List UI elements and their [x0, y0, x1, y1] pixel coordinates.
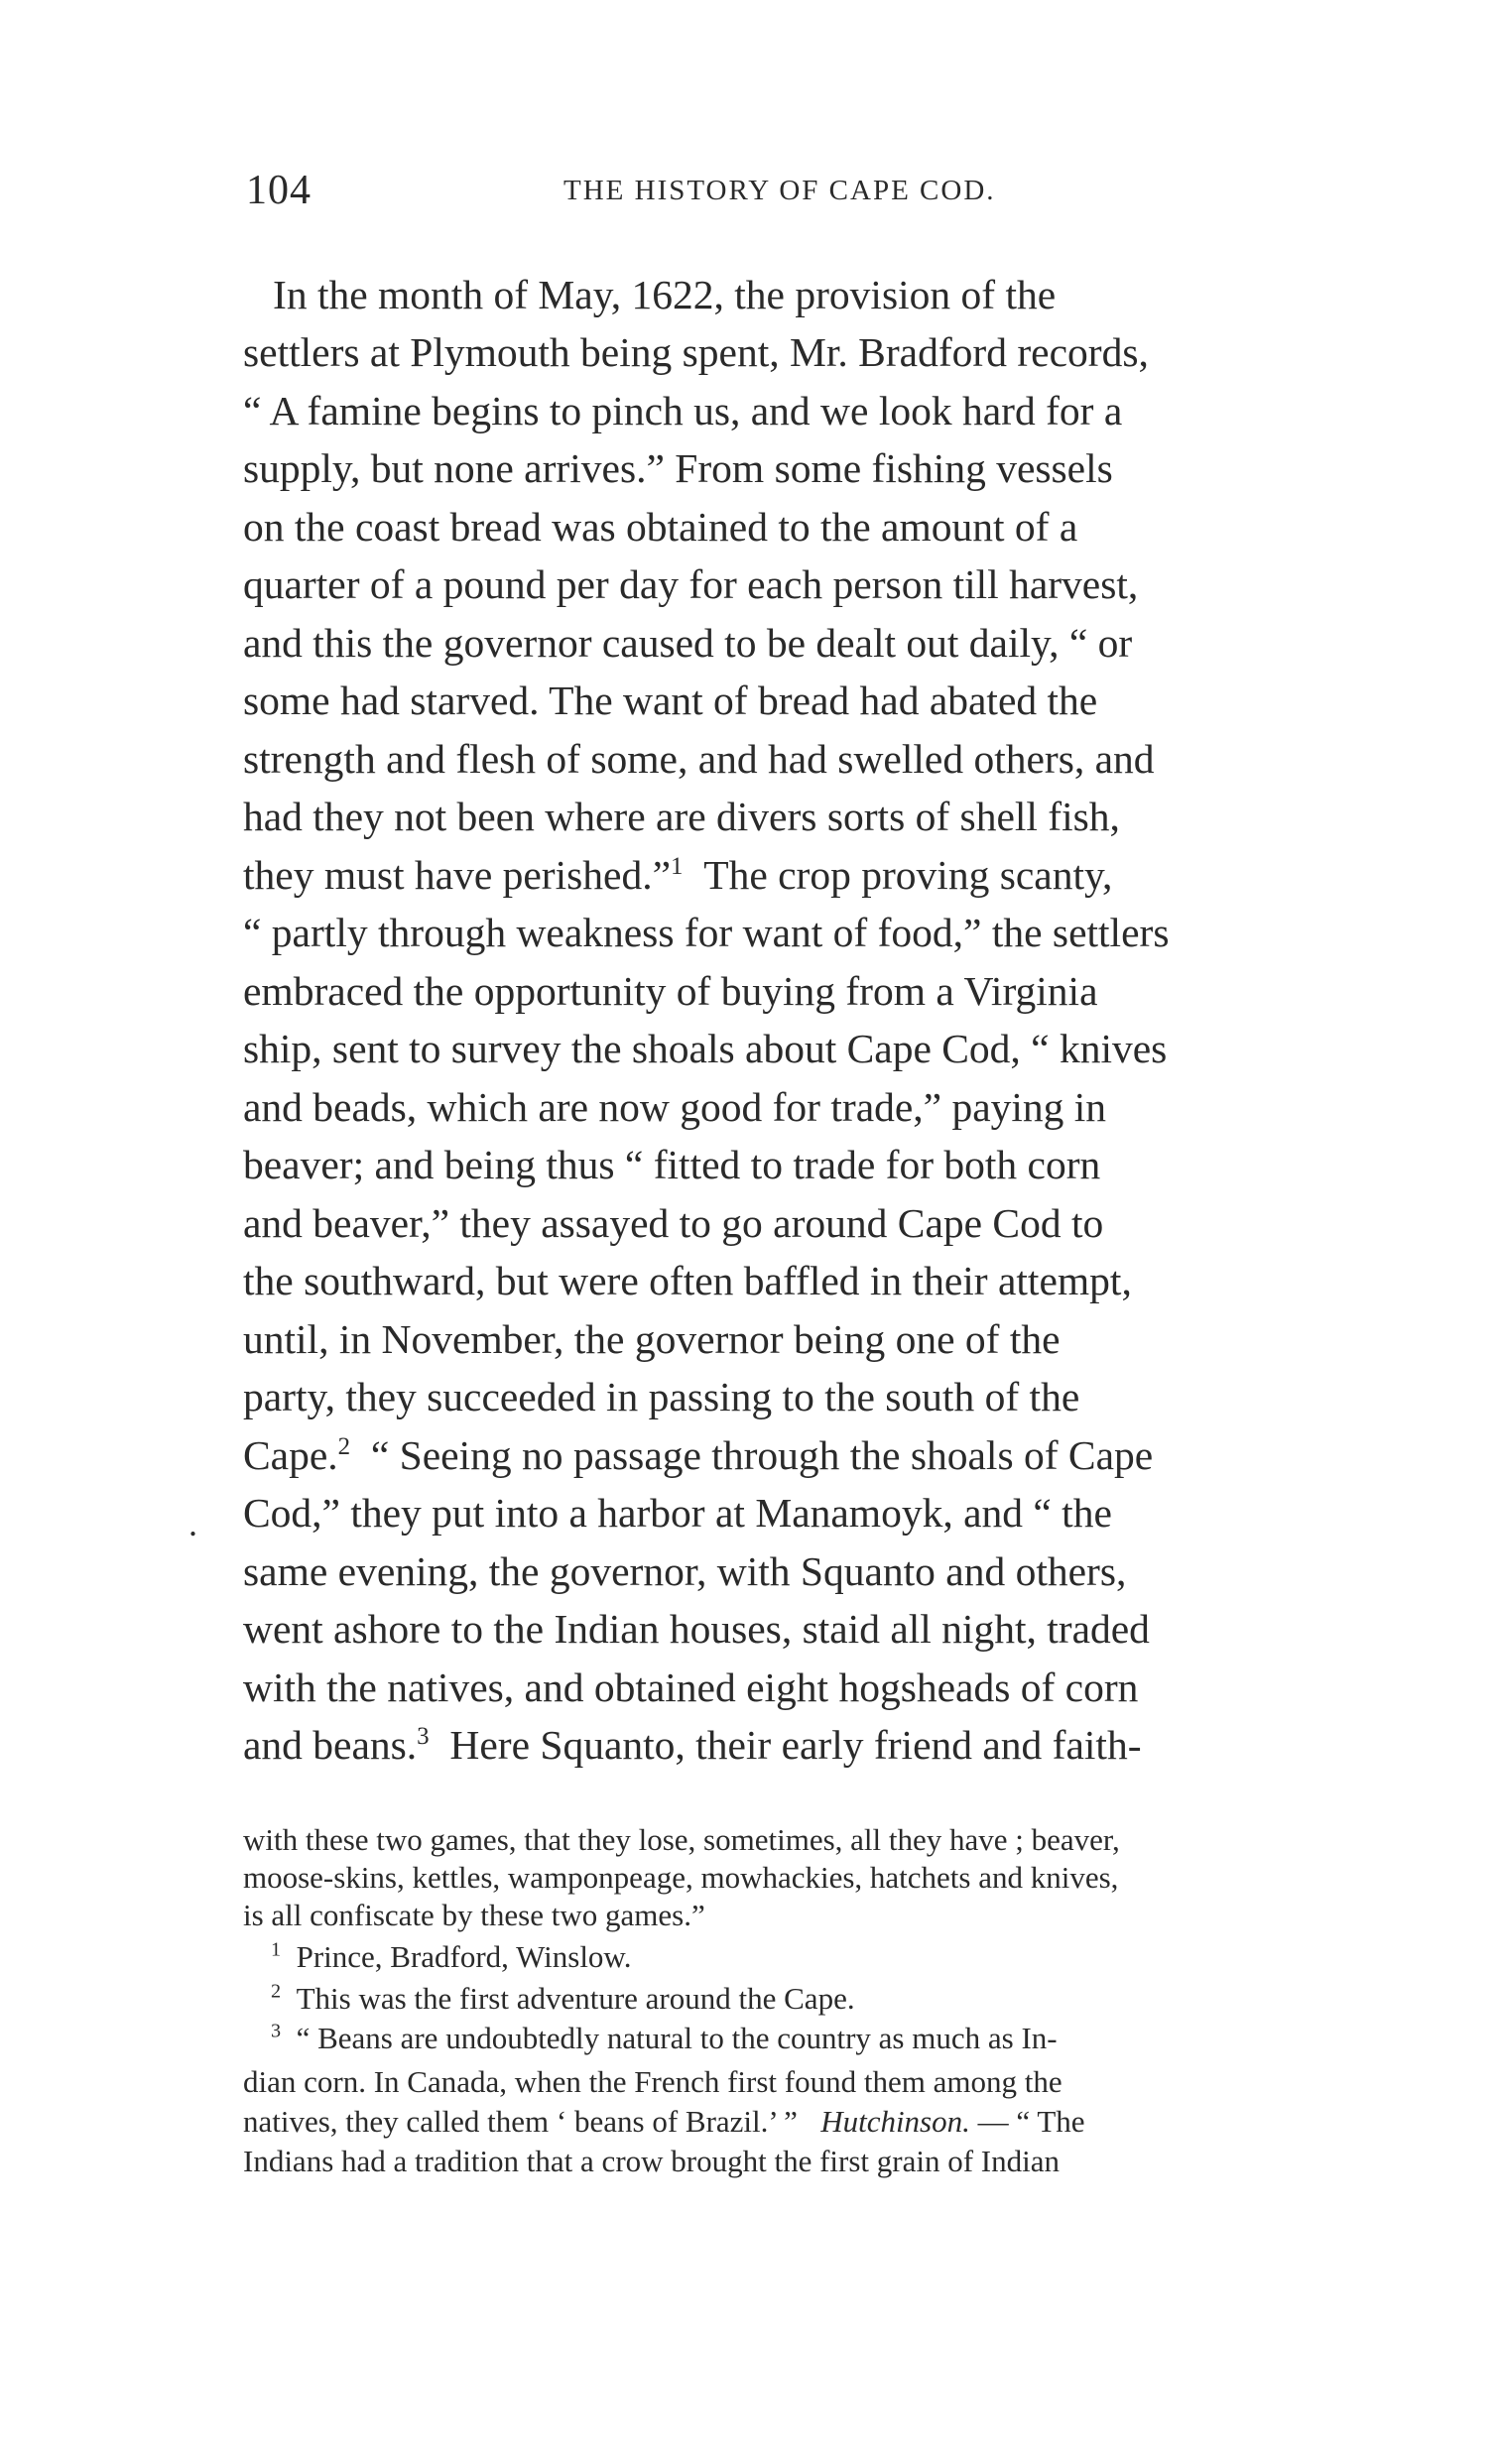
body-line: had they not been where are divers sorts of shell fish,	[243, 794, 1120, 839]
footnote-line: is all confiscate by these two games.”	[243, 1898, 705, 1932]
running-head	[246, 167, 1389, 216]
body-line	[243, 1716, 1142, 1774]
body-line: strength and flesh of some, and had swelled others, and	[243, 736, 1155, 782]
footnote-ref: 1	[671, 853, 684, 881]
footnote-line	[243, 2103, 1085, 2141]
body-line-text: they must have perished.”	[243, 852, 672, 898]
footnote-text: “ Beans are undoubtedly natural to the country as much as In-	[296, 2021, 1058, 2055]
footnote-1	[271, 1938, 632, 1976]
body-line: “ A famine begins to pinch us, and we look hard for a	[243, 388, 1123, 433]
body-line: beaver; and being thus “ fitted to trade for both corn	[243, 1142, 1101, 1187]
footnote-line: with these two games, that they lose, sometimes, all they have ; beaver,	[243, 1822, 1120, 1857]
body-line-text: Cape.	[243, 1432, 338, 1478]
body-line: went ashore to the Indian houses, staid all night, traded	[243, 1606, 1150, 1652]
footnote-text: Prince, Bradford, Winslow.	[296, 1939, 632, 1974]
body-line: some had starved. The want of bread had abated the	[243, 678, 1098, 723]
footnote-ref: 2	[337, 1433, 351, 1461]
footnote-mark: 2	[271, 1980, 282, 2003]
body-line	[243, 846, 1112, 904]
body-line: with the natives, and obtained eight hogsheads of corn	[243, 1664, 1139, 1710]
body-line: ship, sent to survey the shoals about Cape Cod, “ knives	[243, 1026, 1168, 1071]
footnote-text: This was the first adventure around the Cape.	[296, 1981, 855, 2016]
body-line: until, in November, the governor being one of the	[243, 1316, 1061, 1362]
footnote-ref: 3	[417, 1723, 430, 1751]
citation: Hutchinson.	[820, 2104, 970, 2139]
footnote-text: — “ The	[969, 2104, 1085, 2139]
body-line: party, they succeeded in passing to the south of the	[243, 1374, 1080, 1419]
body-line: “ partly through weakness for want of food,” the settlers	[243, 910, 1170, 955]
body-line: quarter of a pound per day for each person till harvest,	[243, 561, 1139, 607]
body-line: same evening, the governor, with Squanto and others,	[243, 1548, 1127, 1594]
body-line: In the month of May, 1622, the provision of the	[273, 272, 1057, 317]
body-line: on the coast bread was obtained to the amount of a	[243, 504, 1078, 550]
body-line: embraced the opportunity of buying from a Virginia	[243, 968, 1098, 1014]
body-line: and beads, which are now good for trade,” paying in	[243, 1084, 1107, 1130]
body-line-text: The crop proving scanty,	[703, 852, 1113, 898]
body-line-text: “ Seeing no passage through the shoals of Cape	[370, 1432, 1154, 1478]
page-number: 104	[246, 168, 312, 213]
body-line: and beaver,” they assayed to go around Cape Cod to	[243, 1200, 1104, 1246]
footnote-mark: 1	[271, 1938, 282, 1961]
footnote-3	[271, 2020, 1058, 2057]
footnote-text: natives, they called them ‘ beans of Brazil.’ ”	[243, 2104, 798, 2139]
body-line: the southward, but were often baffled in their attempt,	[243, 1258, 1132, 1303]
body-line: supply, but none arrives.” From some fishing vessels	[243, 445, 1113, 491]
body-line	[243, 1426, 1153, 1484]
body-line: and this the governor caused to be dealt out daily, “ or	[243, 620, 1133, 666]
body-line: Cod,” they put into a harbor at Manamoyk, and “ the	[243, 1490, 1112, 1536]
footnote-line: Indians had a tradition that a crow brought the first grain of Indian	[243, 2144, 1060, 2178]
footnote-mark: 3	[271, 2020, 282, 2042]
footnote-line: dian corn. In Canada, when the French first found them among the	[243, 2064, 1062, 2099]
footnote-2	[271, 1980, 855, 2018]
body-line-text: and beans.	[243, 1722, 418, 1768]
footnote-line: moose-skins, kettles, wamponpeage, mowhackies, hatchets and knives,	[243, 1860, 1119, 1895]
body-line-text: Here Squanto, their early friend and faith-	[449, 1722, 1142, 1768]
body-line: settlers at Plymouth being spent, Mr. Bradford records,	[243, 329, 1149, 375]
margin-mark: .	[188, 1504, 197, 1543]
running-title: THE HISTORY OF CAPE COD.	[563, 175, 996, 206]
